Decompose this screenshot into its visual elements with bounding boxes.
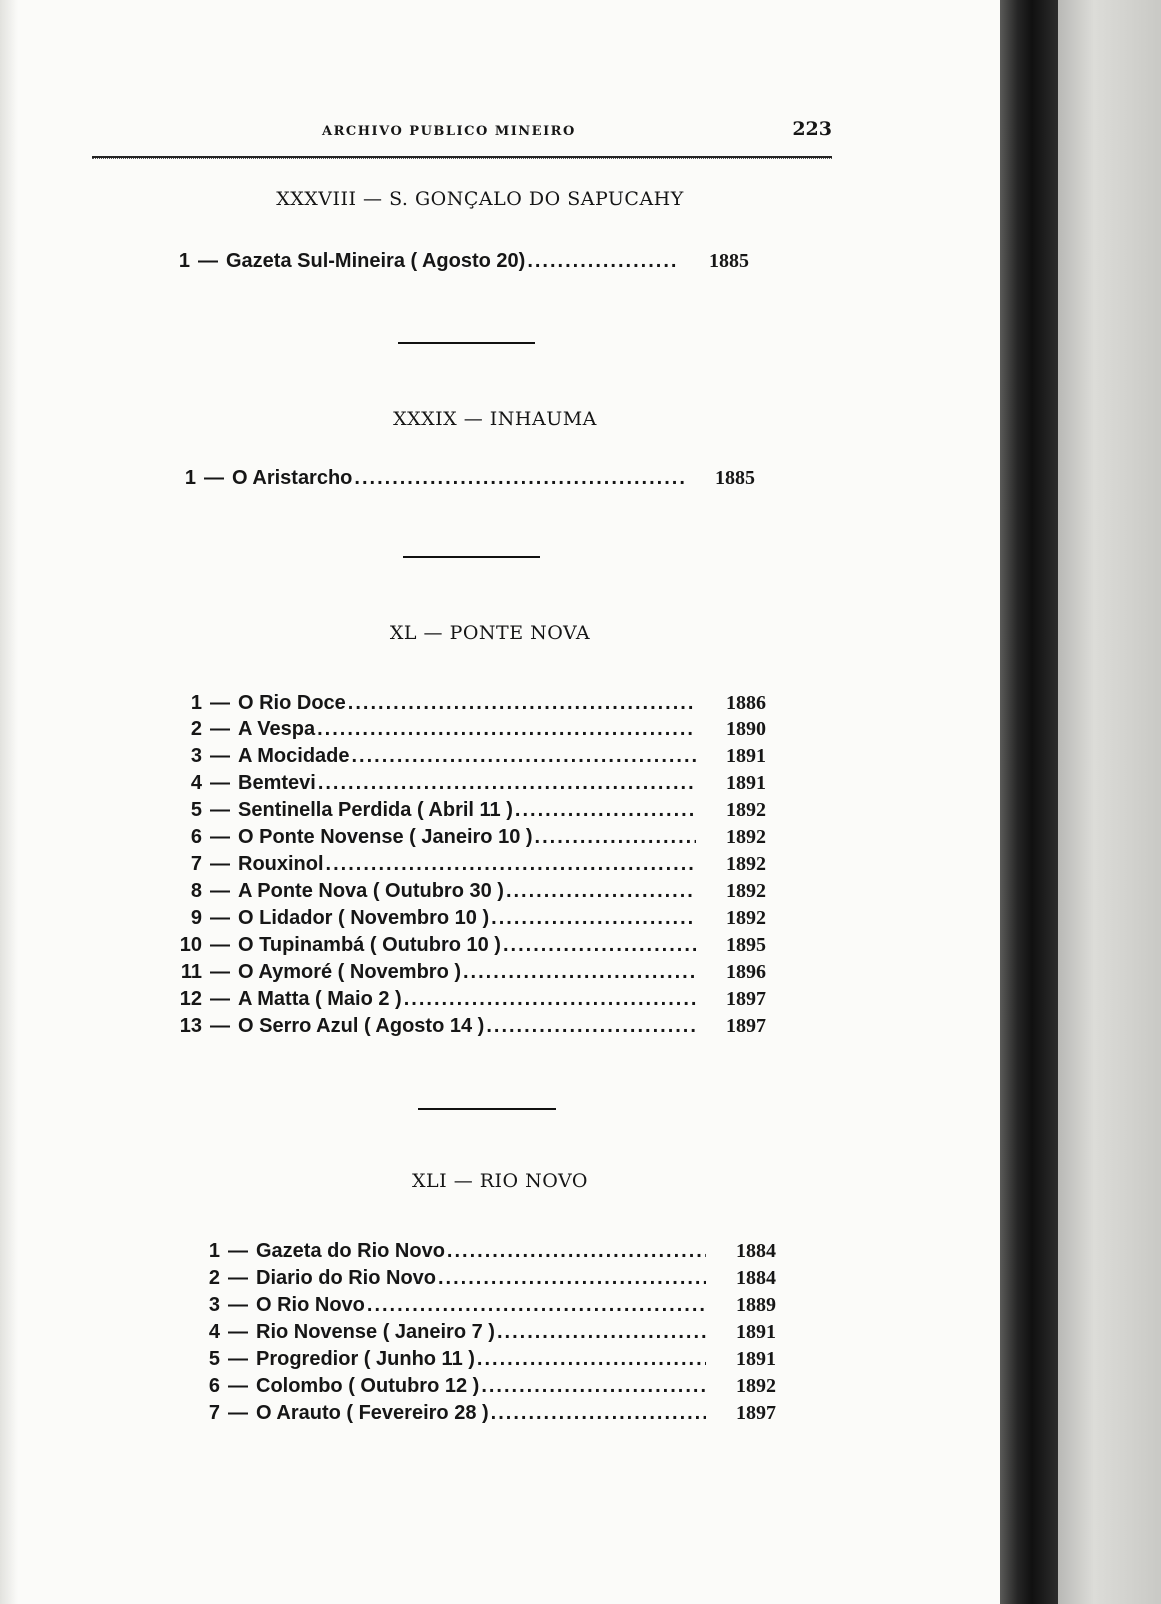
list-item [170, 467, 755, 493]
list-item [176, 988, 766, 1014]
entry-dash: — [210, 988, 230, 1010]
list-item [194, 1294, 776, 1320]
leader-dots [527, 250, 679, 273]
entry-number: 1 [178, 250, 190, 272]
entry-number: 2 [208, 1267, 220, 1289]
entry-number: 3 [190, 745, 202, 767]
entry-year: 1892 [736, 1375, 776, 1397]
entry-year: 1896 [726, 961, 766, 983]
entry-title: A Vespa [238, 718, 316, 740]
leader-dots [352, 745, 697, 768]
entry-dash: — [228, 1402, 248, 1424]
leader-dots [438, 1267, 706, 1290]
leader-dots [326, 853, 696, 876]
entry-year: 1892 [726, 853, 766, 875]
entry-number: 1 [208, 1240, 220, 1262]
entry-title: O Lidador ( Novembro 10 ) [238, 907, 490, 929]
entry-year: 1889 [736, 1294, 776, 1316]
entry-year: 1892 [726, 799, 766, 821]
list-item [176, 826, 766, 852]
entry-dash: — [210, 745, 230, 767]
leader-dots [447, 1240, 706, 1263]
entry-number: 7 [208, 1402, 220, 1424]
entry-dash: — [210, 799, 230, 821]
entry-title: Gazeta do Rio Novo [256, 1240, 445, 1262]
running-title: ARCHIVO PUBLICO MINEIRO [322, 124, 576, 139]
entry-dash: — [228, 1348, 248, 1370]
entry-title: A Mocidade [238, 745, 350, 767]
entry-title: Bemtevi [238, 772, 316, 794]
list-item [176, 907, 766, 933]
entry-title: O Rio Novo [256, 1294, 365, 1316]
entry-title: O Aristarcho [232, 467, 353, 489]
entry-dash: — [198, 250, 218, 272]
entry-dash: — [228, 1375, 248, 1397]
entry-dash: — [210, 934, 230, 956]
list-item [164, 250, 749, 276]
entry-number: 3 [208, 1294, 220, 1316]
entry-year: 1884 [736, 1267, 776, 1289]
list-item [176, 772, 766, 798]
entry-year: 1897 [726, 988, 766, 1010]
entry-dash: — [228, 1240, 248, 1262]
entry-year: 1891 [736, 1321, 776, 1343]
leader-dots [491, 1402, 706, 1425]
section-title-xli: XLI — RIO NOVO [412, 1170, 588, 1192]
entry-dash: — [210, 880, 230, 902]
entry-year: 1886 [726, 692, 766, 714]
entry-number: 9 [190, 907, 202, 929]
entry-number: 5 [190, 799, 202, 821]
entry-title: O Arauto ( Fevereiro 28 ) [256, 1402, 489, 1424]
entry-number: 5 [208, 1348, 220, 1370]
leader-dots [318, 772, 696, 795]
entry-number: 10 [179, 934, 202, 956]
entry-number: 4 [208, 1321, 220, 1343]
entry-year: 1892 [726, 826, 766, 848]
book-binding-edge [1058, 0, 1161, 1604]
list-item [194, 1267, 776, 1293]
entry-year: 1892 [726, 907, 766, 929]
entry-title: Diario do Rio Novo [256, 1267, 436, 1289]
entry-title: O Serro Azul ( Agosto 14 ) [238, 1015, 485, 1037]
entry-title: O Tupinambá ( Outubro 10 ) [238, 934, 501, 956]
entry-year: 1897 [736, 1402, 776, 1424]
entry-title: Sentinella Perdida ( Abril 11 ) [238, 799, 513, 821]
leader-dots [497, 1321, 706, 1344]
running-head [92, 118, 832, 148]
leader-dots [503, 934, 696, 957]
entry-number: 6 [208, 1375, 220, 1397]
entry-title: O Ponte Novense ( Janeiro 10 ) [238, 826, 533, 848]
list-item [194, 1240, 776, 1266]
entry-title: O Aymoré ( Novembro ) [238, 961, 461, 983]
entry-year: 1884 [736, 1240, 776, 1262]
leader-dots [354, 467, 685, 490]
entry-year: 1897 [726, 1015, 766, 1037]
list-item [194, 1375, 776, 1401]
entry-year: 1891 [726, 745, 766, 767]
list-item [176, 1015, 766, 1041]
entry-dash: — [228, 1294, 248, 1316]
entry-number: 13 [179, 1015, 202, 1037]
entry-number: 2 [190, 718, 202, 740]
list-item [176, 799, 766, 825]
entry-dash: — [210, 826, 230, 848]
section-divider [398, 342, 535, 344]
entry-title: Colombo ( Outubro 12 ) [256, 1375, 480, 1397]
leader-dots [506, 880, 696, 903]
section-title-xxxviii: XXXVIII — S. GONÇALO DO SAPUCAHY [276, 188, 684, 210]
entry-title: Gazeta Sul-Mineira ( Agosto 20) [226, 250, 526, 272]
leader-dots [477, 1348, 706, 1371]
leader-dots [367, 1294, 706, 1317]
book-binding-shadow [1000, 0, 1058, 1604]
entry-year: 1891 [726, 772, 766, 794]
leader-dots [491, 907, 696, 930]
entry-title: A Ponte Nova ( Outubro 30 ) [238, 880, 504, 902]
list-item [176, 692, 766, 718]
page-left-edge [0, 0, 18, 1604]
leader-dots [481, 1375, 706, 1398]
header-rule [92, 156, 832, 159]
entry-number: 7 [190, 853, 202, 875]
entry-title: Progredior ( Junho 11 ) [256, 1348, 475, 1370]
page-number: 223 [792, 118, 832, 140]
entry-dash: — [210, 772, 230, 794]
entry-number: 1 [184, 467, 196, 489]
leader-dots [348, 692, 696, 715]
entry-year: 1895 [726, 934, 766, 956]
entry-dash: — [210, 1015, 230, 1037]
entry-dash: — [210, 718, 230, 740]
list-item [194, 1402, 776, 1428]
list-item [176, 934, 766, 960]
section-title-xxxix: XXXIX — INHAUMA [393, 408, 597, 430]
list-item [176, 718, 766, 744]
entry-year: 1890 [726, 718, 766, 740]
leader-dots [486, 1015, 696, 1038]
list-item [176, 745, 766, 771]
entry-title: A Matta ( Maio 2 ) [238, 988, 402, 1010]
section-title-xl: XL — PONTE NOVA [389, 622, 591, 644]
entry-number: 6 [190, 826, 202, 848]
entry-number: 11 [180, 961, 202, 983]
entry-dash: — [228, 1267, 248, 1289]
list-item [176, 853, 766, 879]
entry-year: 1885 [715, 467, 755, 489]
list-item [176, 880, 766, 906]
entry-title: Rio Novense ( Janeiro 7 ) [256, 1321, 495, 1343]
entry-dash: — [210, 692, 230, 714]
entry-dash: — [210, 907, 230, 929]
entry-number: 8 [190, 880, 202, 902]
section-divider [403, 556, 540, 558]
leader-dots [404, 988, 696, 1011]
leader-dots [535, 826, 696, 849]
section-divider [418, 1108, 556, 1110]
entry-number: 12 [179, 988, 202, 1010]
entry-dash: — [210, 961, 230, 983]
entry-dash: — [210, 853, 230, 875]
leader-dots [317, 718, 696, 741]
leader-dots [463, 961, 696, 984]
entry-year: 1892 [726, 880, 766, 902]
entry-number: 4 [190, 772, 202, 794]
entry-year: 1891 [736, 1348, 776, 1370]
entry-title: Rouxinol [238, 853, 324, 875]
leader-dots [515, 799, 696, 822]
entry-number: 1 [190, 692, 202, 714]
list-item [194, 1321, 776, 1347]
entry-dash: — [204, 467, 224, 489]
entry-dash: — [228, 1321, 248, 1343]
entry-title: O Rio Doce [238, 692, 346, 714]
entry-year: 1885 [709, 250, 749, 272]
list-item [176, 961, 766, 987]
list-item [194, 1348, 776, 1374]
